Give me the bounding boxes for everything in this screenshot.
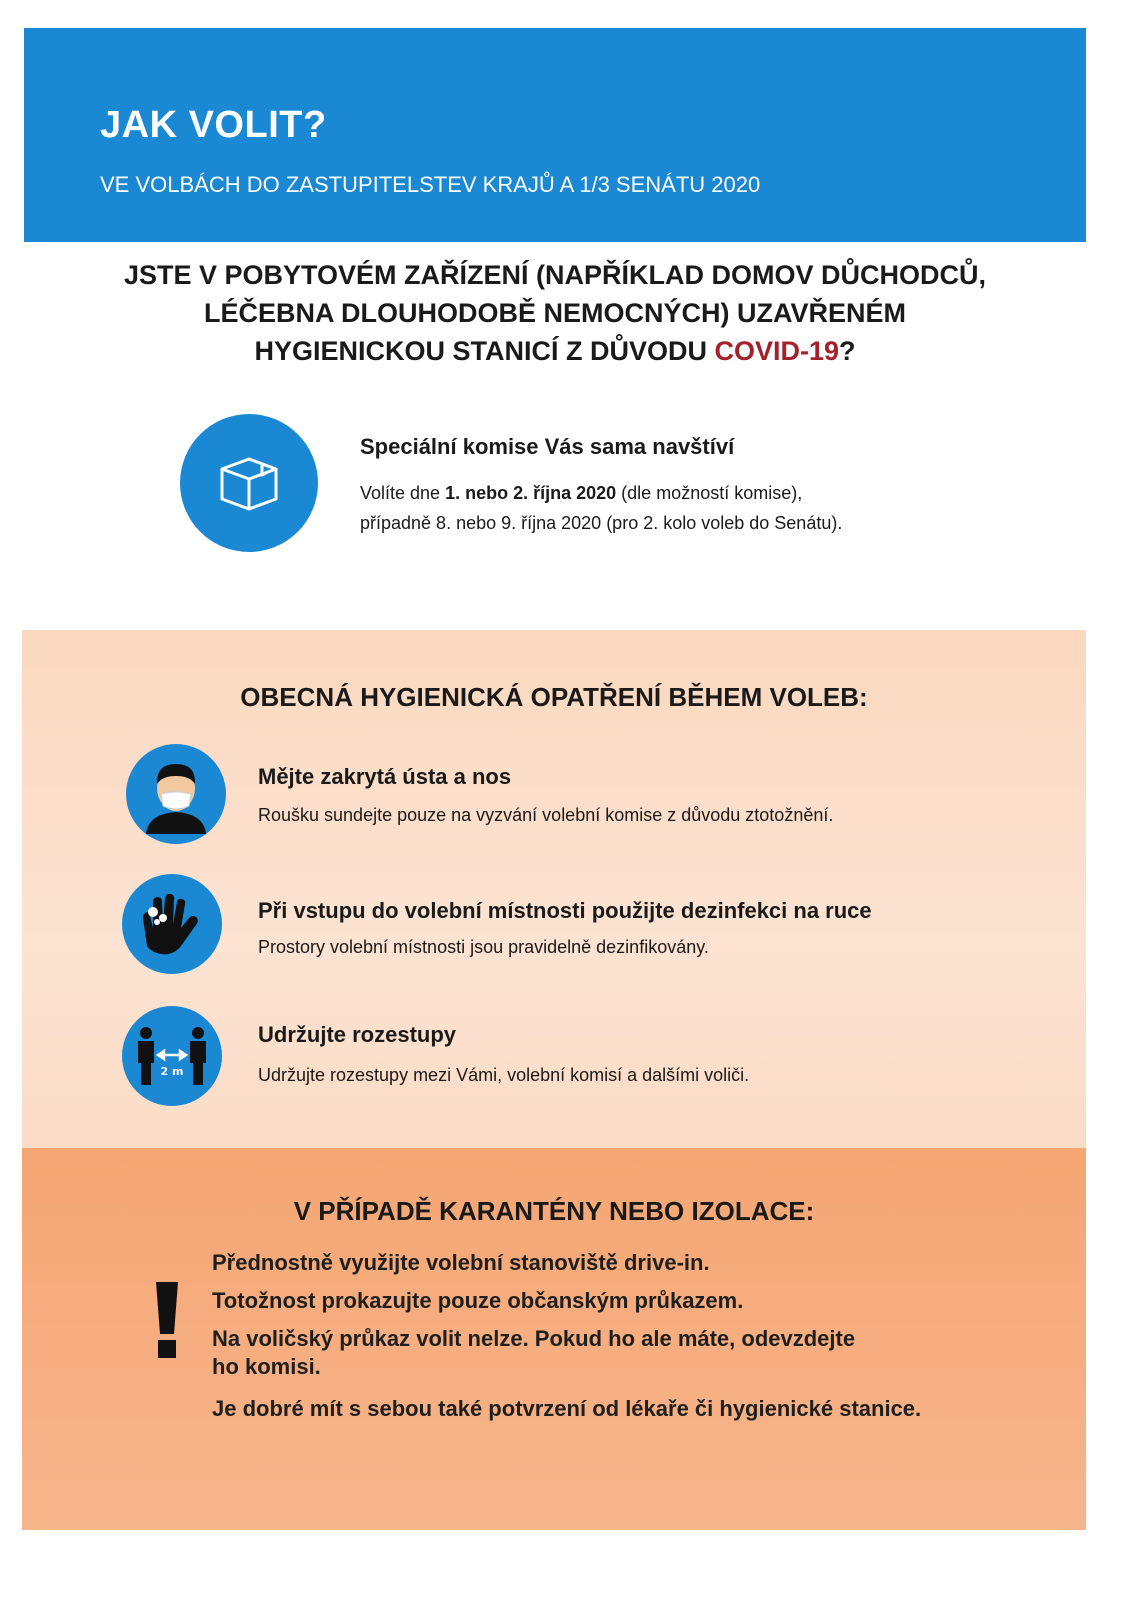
commission-text-1c: (dle možností komise), (616, 483, 803, 503)
quarantine-heading: V PŘÍPADĚ KARANTÉNY NEBO IZOLACE: (293, 1196, 815, 1226)
hygiene-item-2-text: Prostory volební místnosti jsou pravidelně dezinfikovány. (258, 937, 709, 957)
hygiene-item-2-title: Při vstupu do volební místnosti použijte dezinfekci na ruce (258, 898, 872, 923)
hygiene-item-3-title: Udržujte rozestupy (258, 1022, 457, 1047)
hygiene-item-1-text: Roušku sundejte pouze na vyzvání volební komise z důvodu ztotožnění. (258, 805, 834, 825)
hand-sanitizer-icon (122, 874, 222, 974)
commission-dates: 1. nebo 2. října 2020 (445, 483, 617, 503)
header-banner (24, 28, 1086, 242)
question-line-1: JSTE V POBYTOVÉM ZAŘÍZENÍ (NAPŘÍKLAD DOMOV DŮCHODCŮ, (123, 260, 987, 290)
commission-text-2: případně 8. nebo 9. října 2020 (pro 2. kolo voleb do Senátu). (360, 513, 843, 533)
quarantine-line-2: Totožnost prokazujte pouze občanským průkazem. (212, 1288, 744, 1313)
commission-text-1 (360, 478, 802, 508)
quarantine-list (212, 1244, 921, 1428)
hygiene-heading: OBECNÁ HYGIENICKÁ OPATŘENÍ BĚHEM VOLEB: (240, 682, 868, 712)
commission-title: Speciální komise Vás sama navštíví (360, 434, 735, 459)
hygiene-item-1-title: Mějte zakrytá ústa a nos (258, 764, 512, 789)
quarantine-line-3: Na voličský průkaz volit nelze. Pokud ho ale máte, odevzdejte (212, 1326, 856, 1351)
question-line-2: LÉČEBNA DLOUHODOBĚ NEMOCNÝCH) UZAVŘENÉM (204, 298, 906, 328)
quarantine-line-5: Je dobré mít s sebou také potvrzení od lékaře či hygienické stanice. (212, 1396, 922, 1421)
box-icon (180, 414, 318, 552)
distance-label: 2 m (160, 1065, 184, 1078)
page-subtitle: VE VOLBÁCH DO ZASTUPITELSTEV KRAJŮ A 1/3 SENÁTU 2020 (100, 172, 761, 197)
quarantine-line-4: ho komisi. (212, 1354, 321, 1379)
question-line-3-suffix: ? (839, 336, 856, 366)
page-title: JAK VOLIT? (100, 104, 327, 146)
main-question (40, 256, 1070, 370)
covid-highlight: COVID-19 (714, 336, 840, 366)
hygiene-item-3-text: Udržujte rozestupy mezi Vámi, volební komisí a dalšími voliči. (258, 1065, 750, 1085)
exclamation-icon (152, 1282, 182, 1358)
face-mask-icon (126, 744, 226, 844)
question-line-3-prefix: HYGIENICKOU STANICÍ Z DŮVODU (254, 336, 715, 366)
question-line-3 (40, 332, 1070, 370)
quarantine-line-1: Přednostně využijte volební stanoviště drive-in. (212, 1250, 710, 1275)
social-distance-icon (122, 1006, 222, 1106)
commission-text-1a: Volíte dne (360, 483, 446, 503)
